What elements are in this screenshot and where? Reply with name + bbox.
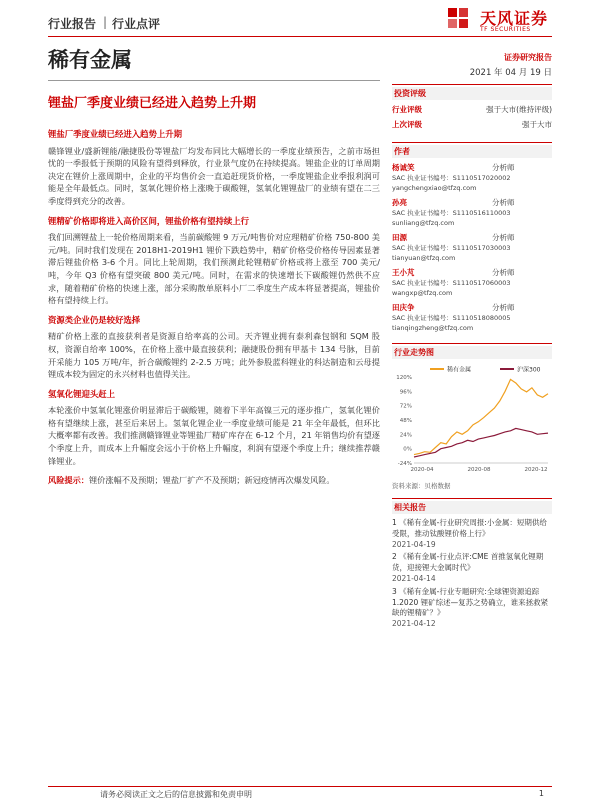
author-email[interactable]: wangxp@tfzq.com — [392, 289, 453, 297]
section-body: 赣锋锂业/盛新锂能/融捷股份等锂盐厂均发布同比大幅增长的一季度业绩预告，之前市场担忧的一季报低于预期的风险有望得到释放，行业景气度仍在持续提高。锂盐企业的订单周期决定在锂价上涨周期中，企业的平均售价会一直追赶现货价格，一季度锂盐企业季报利润可能是全年最低点。同时，氢氧化锂价格上涨晚于碳酸锂，氢氧化锂锂盐厂的业绩有望在二三季度得到充分的改善。 — [48, 145, 380, 206]
author-name: 田源 — [392, 233, 407, 242]
prev-rating-value: 强于大市 — [522, 120, 552, 129]
author-entry — [392, 163, 552, 193]
logo-name: 天风证券 — [480, 9, 549, 28]
authors-section — [392, 142, 552, 333]
logo-en: TF SECURITIES — [480, 26, 531, 33]
author-sac: SAC 执业证书编号：S1110517060003 — [392, 279, 511, 287]
author-email[interactable]: sunliang@tfzq.com — [392, 219, 455, 227]
main-content — [48, 128, 380, 494]
author-entry — [392, 198, 552, 228]
tag-separator: | — [103, 15, 108, 29]
report-type: 证券研究报告 — [504, 53, 552, 62]
y-tick-label: -24% — [397, 461, 412, 467]
author-email[interactable]: tianyuan@tfzq.com — [392, 254, 456, 262]
author-email[interactable]: tianqingzheng@tfzq.com — [392, 324, 474, 332]
company-logo — [442, 6, 552, 36]
series-line-csi300 — [414, 428, 548, 457]
related-report-text[interactable]: 2 《稀有金属-行业点评:CME 首推氢氧化锂期货，迎接锂大金属时代》 — [392, 552, 544, 573]
author-title: 分析师 — [492, 233, 515, 242]
trend-section — [392, 343, 552, 490]
section-heading: 资源类企业仍是较好选择 — [48, 314, 141, 325]
risk-label: 风险提示： — [48, 475, 89, 486]
related-report-date: 2021-04-19 — [392, 539, 436, 549]
rating-section — [392, 84, 552, 130]
y-tick-label: 120% — [396, 375, 412, 381]
x-tick-label: 2020-12 — [524, 467, 548, 473]
author-title: 分析师 — [492, 198, 515, 207]
y-tick-label: 0% — [403, 446, 412, 453]
author-email[interactable]: yangchengxiao@tfzq.com — [392, 184, 477, 192]
section-heading: 锂精矿价格即将进入高价区间，锂盐价格有望持续上行 — [48, 215, 249, 226]
related-report-date: 2021-04-12 — [392, 619, 436, 629]
legend-label: 沪深300 — [517, 366, 541, 374]
tag-review: 行业点评 — [112, 17, 161, 31]
related-report-text[interactable]: 3 《稀有金属-行业专题研究:全球锂资源追踪 1.2020 锂矿综述—复苏之势确立，谁来拯救紧缺的锂精矿？》 — [392, 586, 549, 618]
section-body: 精矿价格上涨的直接获利者是资源自给率高的公司。天齐锂业拥有泰利森包钢和 SQM 股权，资源自给率 100%，在价格上涨中最直接获利；融捷股份拥有甲基卡 134 号脉，目前开采能力 105 万吨/年，折合碳酸锂约 2-2.5 万吨；此外参股蓝科锂业的科达制造和云母提锂成本较为固定的永兴材料也值得关注。 — [48, 331, 380, 380]
related-title: 相关报告 — [392, 501, 552, 514]
author-sac: SAC 执业证书编号：S1110518080005 — [392, 314, 511, 322]
series-line-rare-metals — [414, 379, 548, 454]
trend-chart-svg — [392, 363, 552, 479]
author-entry — [392, 233, 552, 263]
related-report[interactable] — [392, 552, 552, 584]
prev-rating-label: 上次评级 — [392, 120, 422, 129]
section-body: 我们回溯锂盐上一轮价格周期来看，当前碳酸锂 9 万元/吨售价对应理精矿价格 750-800 美元/吨。同时我们发现在 2018H1-2019H1 锂价下跌趋势中，精矿价格受价格传导因素显著滞后锂盐价格 3-6 个月。同比上轮周期，我们预测此轮锂精矿价格或将上涨至 700 美元/吨，今年 Q3 价格有望突破 800 美元/吨。同时，在需求的快速增长下碳酸锂仍然供不应求，随着精矿价格的快速上涨，部分采购散单原料小厂二季度生产成本将显著提高，锂盐价格有望持续上行。 — [48, 232, 380, 306]
rating-label: 行业评级 — [392, 105, 422, 114]
author-title: 分析师 — [492, 268, 515, 277]
trend-title: 行业走势图 — [392, 346, 552, 359]
top-rule — [48, 36, 552, 37]
title-rule — [48, 80, 380, 81]
trend-chart — [392, 363, 552, 479]
author-name: 杨诚笑 — [392, 163, 415, 172]
section-body: 本轮涨价中氢氧化锂涨价明显滞后于碳酸锂，随着下半年高镍三元的逐步推广，氢氧化锂价格有望继续上涨，甚至后来居上。氢氧化锂企业一季度业绩可能是 21 年全年最低，但环比大概率都有改善。我们推测赣锋锂业等锂盐厂精矿库存在 6-12 个月，21 年销售均价有望逐个季度上升，而成本上升幅度会远小于价格上升幅度，利润有望逐个季度上升；继续推荐赣锋锂业。 — [48, 405, 380, 466]
report-title: 锂盐厂季度业绩已经进入趋势上升期 — [48, 96, 257, 111]
legend-label: 稀有金属 — [447, 366, 472, 374]
report-date: 2021 年 04 月 19 日 — [469, 68, 552, 78]
author-entry — [392, 303, 552, 333]
x-tick-label: 2020-04 — [410, 467, 434, 473]
industry-name: 稀有金属 — [48, 48, 132, 72]
top-bar — [48, 9, 552, 36]
author-title: 分析师 — [492, 303, 515, 312]
chart-source: 资料来源：贝格数据 — [392, 482, 451, 490]
related-report-date: 2021-04-14 — [392, 573, 436, 583]
logo-mark-icon — [442, 6, 474, 34]
author-name: 王小芃 — [392, 268, 415, 277]
author-title: 分析师 — [492, 163, 515, 172]
page-number: 1 — [538, 789, 544, 798]
y-tick-label: 72% — [399, 403, 412, 410]
tag-report: 行业报告 — [48, 17, 97, 31]
sidebar — [392, 52, 552, 630]
author-sac: SAC 执业证书编号：S1110517030003 — [392, 244, 511, 252]
authors-title: 作者 — [392, 145, 552, 158]
footer-rule — [48, 786, 552, 787]
risk-text: 锂价涨幅不及预期；锂盐厂扩产不及预期；新冠疫情再次爆发风险。 — [88, 475, 335, 486]
y-tick-label: 48% — [399, 418, 412, 424]
risk-warning — [48, 474, 380, 487]
author-name: 孙亮 — [392, 198, 407, 207]
y-tick-label: 96% — [399, 389, 412, 396]
author-entry — [392, 268, 552, 298]
related-report-text[interactable]: 1 《稀有金属-行业研究周报:小金属：短期供给受限，推动钛酸锂价格上行》 — [392, 518, 547, 538]
footer-disclaimer: 请务必阅读正文之后的信息披露和免责申明 — [100, 790, 252, 799]
rating-value: 强于大市(维持评级) — [486, 105, 552, 114]
author-sac: SAC 执业证书编号：S1110516110003 — [392, 209, 511, 217]
y-tick-label: 24% — [399, 432, 412, 439]
related-report[interactable] — [392, 587, 552, 630]
rating-title: 投资评级 — [392, 87, 552, 100]
x-tick-label: 2020-08 — [467, 467, 491, 473]
related-section — [392, 498, 552, 630]
section-heading: 锂盐厂季度业绩已经进入趋势上升期 — [48, 129, 182, 139]
author-name: 田庆争 — [392, 303, 415, 312]
author-sac: SAC 执业证书编号：S1110517020002 — [392, 174, 511, 182]
related-report[interactable] — [392, 518, 552, 550]
section-heading: 氢氧化锂迎头赶上 — [48, 388, 115, 399]
